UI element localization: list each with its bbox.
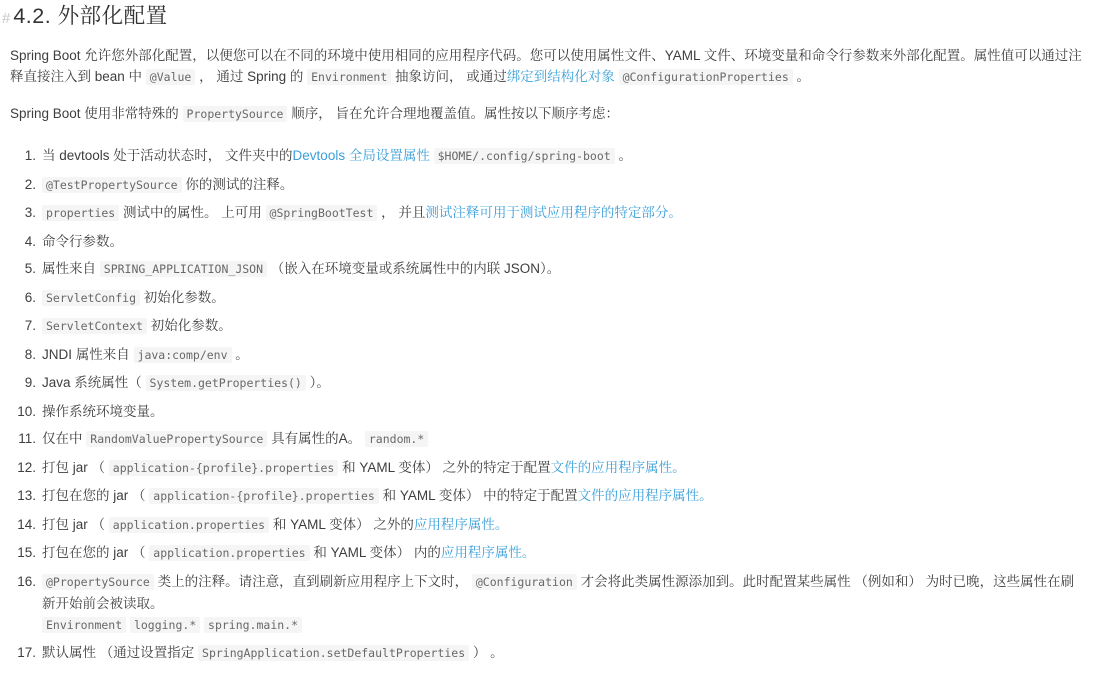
text-run: 和 YAML 变体） 中的特定于配置 <box>378 488 578 503</box>
list-item <box>10 258 1090 280</box>
list-item-content <box>42 174 1082 196</box>
list-item <box>10 202 1090 224</box>
inline-code: $HOME/.config/spring-boot <box>434 148 615 164</box>
doc-link[interactable]: 文件的应用程序属性。 <box>577 488 713 503</box>
text-run: 和 YAML 变体） 之外的特定于配置 <box>338 459 551 475</box>
text-run: 初始化参数。 <box>140 289 225 305</box>
list-item <box>10 145 1090 167</box>
list-item-number: 16. <box>17 573 36 589</box>
text-run: 仅在中 <box>42 431 87 446</box>
doc-link[interactable]: 文件的应用程序属性。 <box>550 459 686 475</box>
list-item <box>10 514 1090 536</box>
text-run: 属性来自 <box>42 261 100 276</box>
doc-link[interactable]: 应用程序属性。 <box>440 545 536 560</box>
text-run: 你的测试的注释。 <box>181 176 294 192</box>
text-run: 操作系统环境变量。 <box>42 403 164 419</box>
text-run: 测试中的属性。 上可用 <box>119 205 266 220</box>
inline-code: @Configuration <box>472 574 577 590</box>
inline-code: RandomValuePropertySource <box>86 431 267 447</box>
list-item-number: 13. <box>17 488 36 503</box>
text-run: 打包 jar （ <box>42 516 109 532</box>
list-item-content <box>42 485 1082 507</box>
inline-code: @SpringBootTest <box>266 205 378 221</box>
inline-code: ServletConfig <box>42 290 140 306</box>
list-item-content <box>42 542 1082 564</box>
text-run: ， 并且 <box>377 205 426 220</box>
list-item-content <box>42 287 1082 309</box>
text-run: JNDI 属性来自 <box>42 346 134 362</box>
text-run: ， 通过 Spring 的 <box>195 69 308 84</box>
list-item <box>10 231 1090 252</box>
list-item-number: 6. <box>24 289 36 305</box>
text-run: 。 <box>792 69 811 84</box>
list-item-content <box>42 642 1082 664</box>
list-item-content <box>42 401 1082 422</box>
text-run: 顺序， 旨在允许合理地覆盖值。属性按以下顺序考虑： <box>287 106 619 121</box>
inline-code: PropertySource <box>183 106 288 122</box>
list-item <box>10 428 1090 450</box>
doc-link[interactable]: 应用程序属性。 <box>413 516 509 532</box>
text-run: 抽象访问， 或通过 <box>391 69 507 84</box>
list-item-content <box>42 514 1082 536</box>
text-run: ）。 <box>305 375 330 390</box>
list-item-number: 17. <box>17 645 36 660</box>
list-item-content <box>42 202 1082 224</box>
inline-code: random.* <box>365 431 428 447</box>
intro-paragraph <box>10 45 1090 88</box>
list-item-number: 8. <box>24 346 36 362</box>
inline-code: properties <box>42 205 119 221</box>
list-item-number: 10. <box>17 403 36 419</box>
list-item-content <box>42 258 1082 280</box>
list-item-number: 2. <box>24 176 36 192</box>
list-item-number: 12. <box>17 459 36 475</box>
text-run: 类上的注释。请注意，直到刷新应用程序上下文时， <box>153 573 472 589</box>
text-run: 。 <box>231 346 249 362</box>
text-run: ） 。 <box>469 645 504 660</box>
list-item-content <box>42 315 1082 337</box>
text-run: 默认属性 （通过设置指定 <box>42 645 199 660</box>
inline-code: System.getProperties() <box>146 375 306 391</box>
text-run: 。 <box>614 148 632 163</box>
list-item <box>10 542 1090 564</box>
doc-link[interactable]: 测试注释可用于测试应用程序的特定部分。 <box>425 205 682 220</box>
list-item-content <box>42 231 1082 252</box>
text-run: 才会将此类属性源添加到。此时配置某些属性 （例如和） 为时已晚，这些属性在刷新开始前会被读取。 <box>42 573 1075 611</box>
list-item-content <box>42 145 1082 167</box>
list-item-content <box>42 428 1082 450</box>
inline-code: SpringApplication.setDefaultProperties <box>198 645 469 661</box>
list-item-number: 9. <box>24 375 36 390</box>
list-item-number: 7. <box>24 318 36 333</box>
inline-code: SPRING_APPLICATION_JSON <box>100 261 267 277</box>
text-run: 命令行参数。 <box>42 233 123 249</box>
text-run: 和 YAML 变体） 之外的 <box>269 516 414 532</box>
list-item-content <box>42 372 1082 394</box>
list-item <box>10 401 1090 422</box>
list-item <box>10 571 1090 636</box>
doc-link[interactable]: 绑定到结构化对象 <box>506 69 615 84</box>
text-run: 打包 jar （ <box>42 459 109 475</box>
text-run: 具有属性的A。 <box>267 431 365 446</box>
inline-code: application-{profile}.properties <box>109 460 339 476</box>
list-item <box>10 287 1090 309</box>
text-run: Java 系统属性（ <box>42 375 146 390</box>
list-item <box>10 485 1090 507</box>
list-item-content <box>42 457 1082 479</box>
list-item-number: 11. <box>18 431 36 446</box>
inline-code: application-{profile}.properties <box>149 488 379 504</box>
text-run: 当 devtools 处于活动状态时， 文件夹中的 <box>42 148 293 163</box>
inline-code: spring.main.* <box>204 617 302 633</box>
order-paragraph <box>10 103 1090 125</box>
list-item <box>10 344 1090 366</box>
doc-link[interactable]: Devtools 全局设置属性 <box>292 148 430 163</box>
list-item <box>10 372 1090 394</box>
inline-code: @ConfigurationProperties <box>619 69 793 85</box>
inline-code: logging.* <box>130 617 200 633</box>
list-item-number: 1. <box>24 148 36 163</box>
text-run: 和 YAML 变体） 内的 <box>309 545 441 560</box>
list-item-content <box>42 344 1082 366</box>
inline-code: application.properties <box>149 545 309 561</box>
inline-code: @TestPropertySource <box>42 177 182 193</box>
list-item-number: 3. <box>24 205 36 220</box>
list-item <box>10 457 1090 479</box>
list-item-number: 14. <box>17 516 36 532</box>
list-item <box>10 642 1090 664</box>
list-item-content <box>42 571 1082 636</box>
text-run: 打包在您的 jar （ <box>42 545 150 560</box>
text-run: （嵌入在环境变量或系统属性中的内联 JSON）。 <box>267 261 561 276</box>
inline-code: @PropertySource <box>42 574 154 590</box>
inline-code: ServletContext <box>42 318 147 334</box>
text-run <box>615 69 619 84</box>
anchor-link-icon[interactable]: # <box>2 10 11 27</box>
list-item-number: 4. <box>24 233 36 249</box>
page-title: 4.2. 外部化配置 <box>13 4 168 28</box>
text-run: 初始化参数。 <box>146 318 232 333</box>
property-order-list <box>10 145 1090 664</box>
inline-code: Environment <box>307 69 391 85</box>
list-item <box>10 174 1090 196</box>
inline-code: @Value <box>146 69 196 85</box>
list-item <box>10 315 1090 337</box>
text-run: Spring Boot 使用非常特殊的 <box>10 106 183 121</box>
list-item-number: 15. <box>17 545 36 560</box>
text-run: Spring Boot 允许您外部化配置，以便您可以在不同的环境中使用相同的应用程序代码。您可以使用属性文件、YAML 文件、环境变量和命令行参数来外部化配置。属性值可以通过注释直接注入到 bean 中 <box>10 48 1082 84</box>
text-run: 打包在您的 jar （ <box>42 488 150 503</box>
inline-code: application.properties <box>109 517 269 533</box>
inline-code: Environment <box>42 617 126 633</box>
inline-code: java:comp/env <box>134 347 232 363</box>
list-item-number: 5. <box>24 261 36 276</box>
section-header <box>2 4 1090 29</box>
